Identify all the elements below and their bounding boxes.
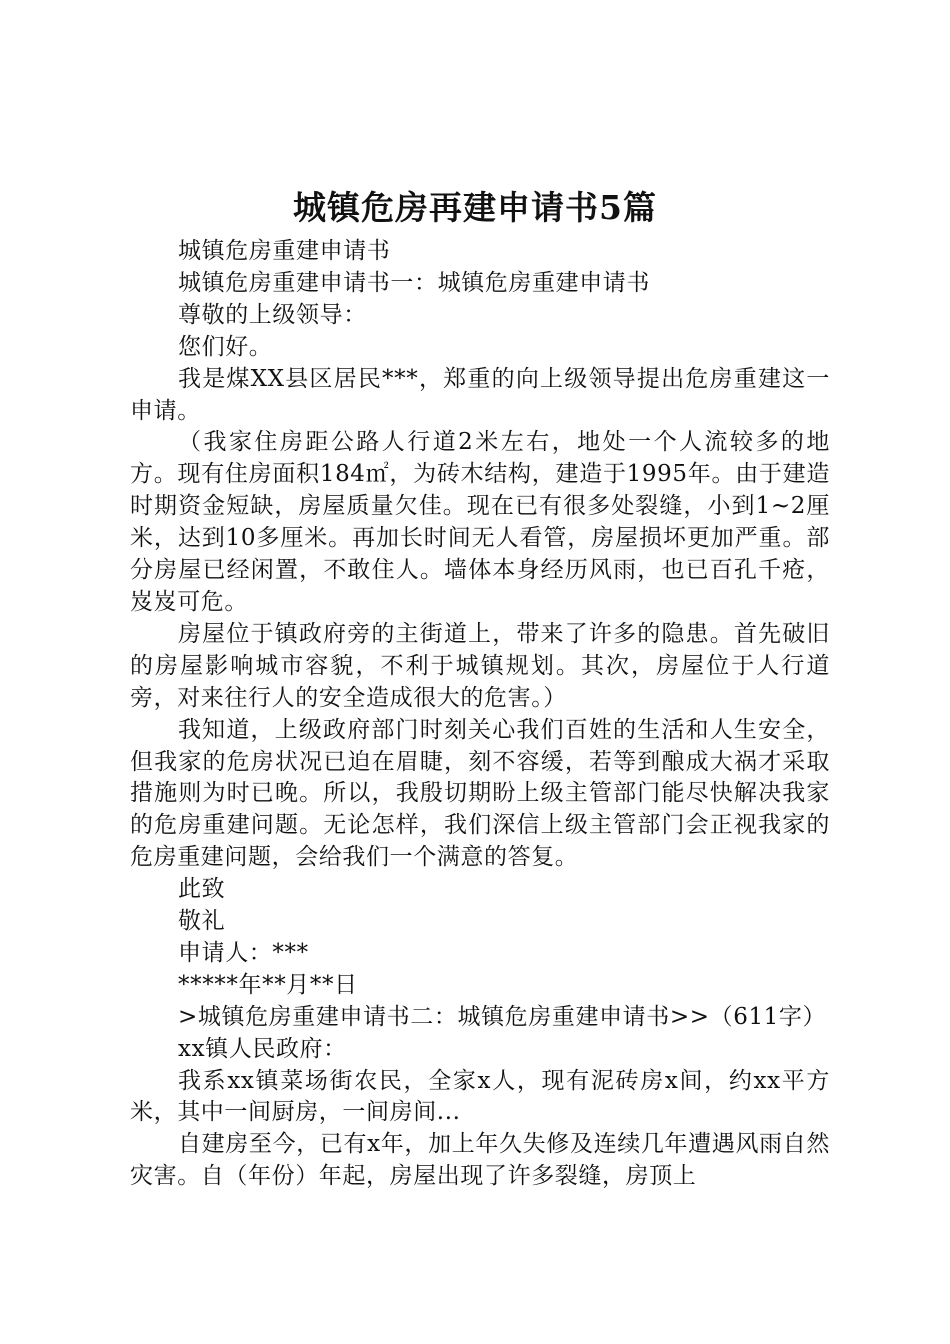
paragraph-subheading-one: 城镇危房重建申请书一：城镇危房重建申请书 <box>178 269 650 296</box>
paragraph-closing-1: 此致 <box>178 876 226 903</box>
paragraph-damage: 自建房至今，已有x年，加上年久失修及连续几年遭遇风雨自然灾害。自（年份）年起，房屋出现了许多裂缝，房顶上 <box>130 1131 830 1190</box>
paragraph-intro: 我是煤XX县区居民***，郑重的向上级领导提出危房重建这一申请。 <box>130 365 830 424</box>
document-title: 城镇危房再建申请书5篇 <box>293 188 657 227</box>
paragraph-family-info: 我系xx镇菜场街农民，全家x人，现有泥砖房x间，约xx平方米，其中一间厨房，一间房间... <box>130 1067 830 1126</box>
document-body <box>130 236 830 1193</box>
paragraph-hazards: 房屋位于镇政府旁的主街道上，带来了许多的隐患。首先破旧的房屋影响城市容貌，不利于城镇规划。其次，房屋位于人行道旁，对来往行人的安全造成很大的危害。） <box>130 620 830 711</box>
paragraph-request: 我知道，上级政府部门时刻关心我们百姓的生活和人生安全，但我家的危房状况已迫在眉睫，刻不容缓，若等到酿成大祸才采取措施则为时已晚。所以，我殷切期盼上级主管部门能尽快解决我家的危房重建问题。无论怎样，我们深信上级主管部门会正视我家的危房重建问题，会给我们一个满意的答复。 <box>130 716 830 871</box>
paragraph-salutation: 尊敬的上级领导： <box>178 301 367 328</box>
paragraph-closing-2: 敬礼 <box>178 908 226 935</box>
paragraph-heading: 城镇危房重建申请书 <box>178 238 391 264</box>
paragraph-applicant: 申请人：*** <box>178 939 309 966</box>
paragraph-recipient: xx镇人民政府： <box>178 1035 347 1062</box>
paragraph-subheading-two: >城镇危房重建申请书二：城镇危房重建申请书>>（611字） <box>178 1003 827 1030</box>
paragraph-house-condition: （我家住房距公路人行道2米左右，地处一个人流较多的地方。现有住房面积184㎡，为砖木结构，建造于1995年。由于建造时期资金短缺，房屋质量欠佳。现在已有很多处裂缝，小到1~2厘米，达到10多厘米。再加长时间无人看管，房屋损坏更加严重。部分房屋已经闲置，不敢住人。墙体本身经历风雨，也已百孔千疮，岌岌可危。 <box>130 429 830 615</box>
paragraph-date: *****年**月**日 <box>178 971 358 998</box>
paragraph-greeting: 您们好。 <box>178 333 273 360</box>
